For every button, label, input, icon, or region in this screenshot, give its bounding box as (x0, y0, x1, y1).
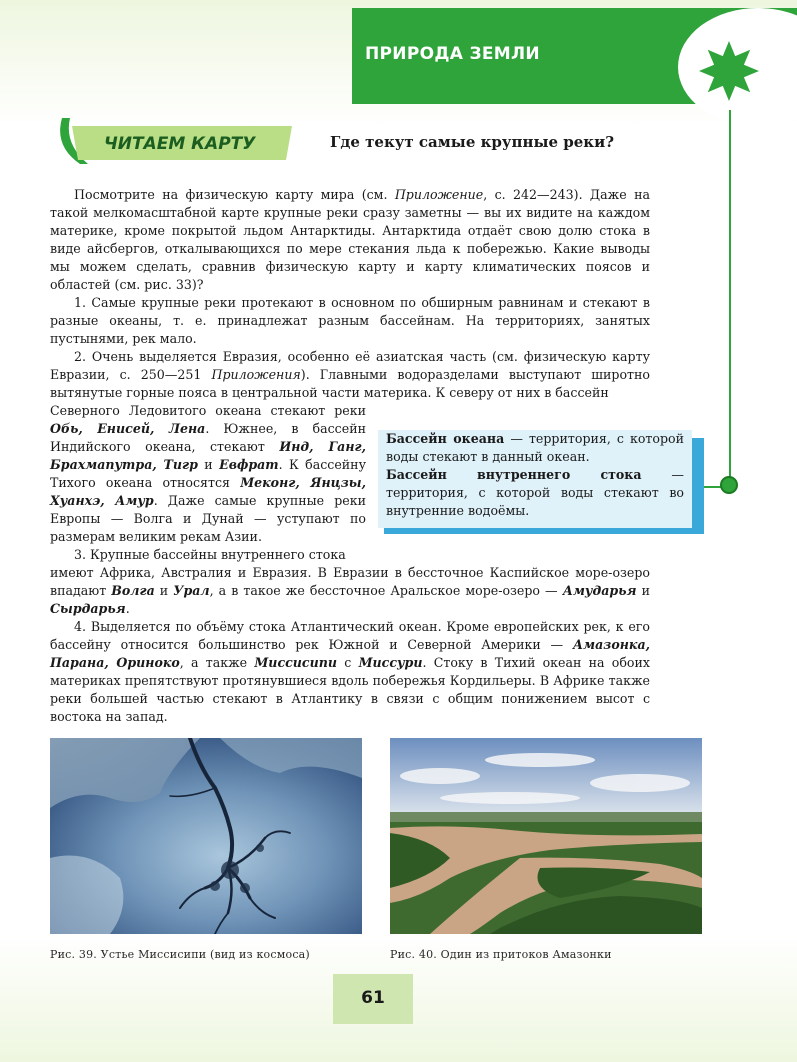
paragraph-3-end: имеют Африка, Австралия и Евразия. В Евразии в бессточное Каспийское море-озеро впадают Волга и Урал, а в такое же бессточное Аральское море-озеро — Амударья и Сырдарья. (50, 565, 650, 616)
term-ocean-basin: Бассейн океана (386, 431, 505, 446)
figure-40-caption: Рис. 40. Один из притоков Амазонки (390, 948, 612, 961)
figure-39-image (50, 738, 362, 934)
figure-39-caption: Рис. 39. Устье Миссисипи (вид из космоса) (50, 948, 310, 961)
definition-box: Бассейн океана — территория, с которой воды стекают в данный океан. Бассейн внутреннего стока — территория, с которой воды стекают во внутренние водоёмы. (378, 430, 692, 528)
connector-line (729, 110, 731, 487)
text-block-bottom (50, 564, 650, 726)
paragraph-2: 2. Очень выделяется Евразия, особенно её азиатская часть (см. физическую карту Евразии, с. 250—251 Приложения). Главными водоразделами выступают широтно вытянутые горные пояса в центральной части материка. К северу от них в бассейн (50, 349, 650, 400)
paragraph-4: 4. Выделяется по объёму стока Атлантический океан. Кроме европейских рек, к его бассейну относится большинство рек Южной и Северной Америки — Амазонка, Парана, Ориноко, а также Миссисипи с Миссури. Стоку в Тихий океан на обоих материках препятствуют протянувшиеся вдоль побережья Кордильеры. В Африке также реки большей частью стекают в Атлантику в связи с общим понижением высот с востока на запад. (50, 619, 650, 724)
page-number: 61 (361, 988, 385, 1008)
star-icon (698, 40, 760, 102)
paragraph-3-start: 3. Крупные бассейны внутреннего стока (74, 547, 346, 562)
paragraph-intro: Посмотрите на физическую карту мира (см. Приложение, с. 242—243). Даже на такой мелкомасштабной карте крупные реки сразу заметны — вы их видите на каждом материке, кроме покрытой льдом Антарктиды. Антарктида отдаёт свою долю стока в виде айсбергов, откалывающихся по мере стекания льда к побережью. Какие выводы мы можем сделать, сравнив физическую карту и карту климатических поясов и областей (см. рис. 33)? (50, 187, 650, 292)
term-inland-basin: Бассейн внутреннего стока (386, 467, 642, 482)
tab-label: ЧИТАЕМ КАРТУ (104, 134, 256, 154)
paragraph-1: 1. Самые крупные реки протекают в основном по обширным равнинам и стекают в разные океаны, т. е. принадлежат разным бассейнам. На территориях, занятых пустынями, рек мало. (50, 295, 650, 346)
section-question: Где текут самые крупные реки? (330, 133, 615, 151)
figure-40-image (390, 738, 702, 934)
text-block-top (50, 186, 650, 402)
section-title: ПРИРОДА ЗЕМЛИ (365, 44, 540, 64)
connector-dot (720, 476, 738, 494)
text-block-narrow: Северного Ледовитого океана стекают реки Обь, Енисей, Лена. Южнее, в бассейн Индийского океана, стекают Инд, Ганг, Брахмапутра, Тигр и Евфрат. К бассейну Тихого океана относятся Меконг, Янцзы, Хуанхэ, Амур. Даже самые крупные реки Европы — Волга и Дунай — уступают по размерам великим рекам Азии. 3. Крупные бассейны внутреннего стока (50, 403, 366, 562)
